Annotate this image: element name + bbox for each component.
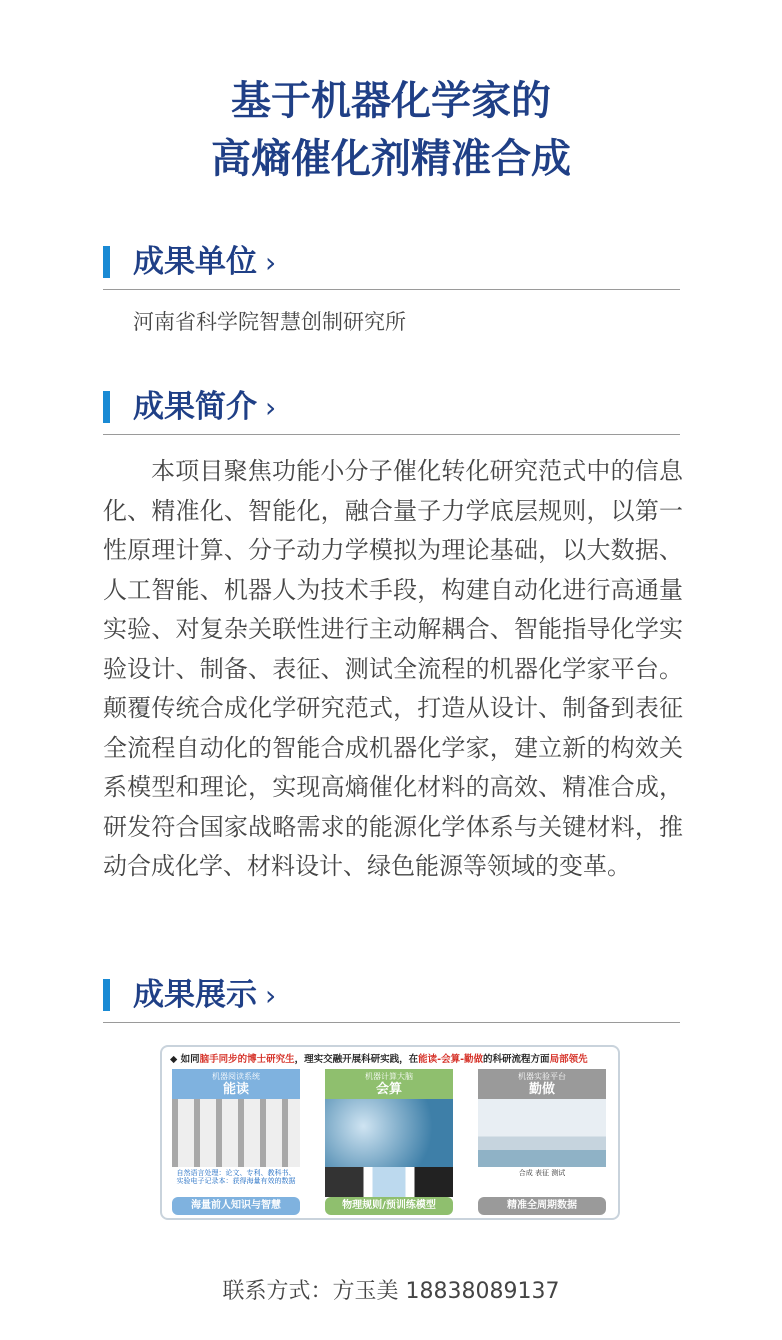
papers-image <box>172 1099 300 1167</box>
chevron-right-icon: › <box>265 979 277 1012</box>
summary-text: 本项目聚焦功能小分子催化转化研究范式中的信息化、精准化、智能化，融合量子力学底层规则，以第一性原理计算、分子动力学模拟为理论基础，以大数据、人工智能、机器人为技术手段，构建自动化进行高通量实验、对复杂关联性进行主动解耦合、智能指导化学实验设计、制备、表征、测试全流程的机器化学家平台。颠覆传统合成化学研究范式，打造从设计、制备到表征全流程自动化的智能合成机器化学家，建立新的构效关系模型和理论，实现高熵催化材料的高效、精准合成，研发符合国家战略需求的能源化学体系与关键材料，推动合成化学、材料设计、绿色能源等领域的变革。 <box>103 457 683 880</box>
accent-bar <box>103 391 110 423</box>
computing-images <box>325 1167 453 1197</box>
chevron-right-icon: › <box>265 246 277 279</box>
column-title: 会算 <box>375 1082 402 1097</box>
column-description: 合成 表征 测试 <box>518 1169 566 1177</box>
title-line-1: 基于机器化学家的 <box>231 78 551 124</box>
section-header-unit <box>103 240 680 290</box>
column-footer: 海量前人知识与智慧 <box>172 1197 300 1215</box>
unit-name: 河南省科学院智慧创制研究所 <box>133 310 406 334</box>
computing-column <box>325 1069 453 1215</box>
lab-image <box>478 1099 606 1167</box>
contact-info: 联系方式：方玉美 18838089137 <box>222 1279 560 1304</box>
figure-caption: ◆ 如同脑手同步的博士研究生，理实交融开展科研实践，在能读-会算-勤做的科研流程方面局部领先 <box>170 1054 588 1065</box>
reading-column <box>172 1069 300 1215</box>
chevron-right-icon: › <box>265 391 277 424</box>
section-header-summary <box>103 385 680 435</box>
section-heading: 成果简介 <box>133 389 257 425</box>
accent-bar <box>103 979 110 1011</box>
accent-bar <box>103 246 110 278</box>
column-title: 勤做 <box>528 1082 555 1097</box>
section-header-showcase <box>103 973 680 1023</box>
column-footer: 精准全周期数据 <box>478 1197 606 1215</box>
page-title <box>0 72 782 188</box>
system-label: 机器阅读系统 <box>212 1072 260 1081</box>
section-heading: 成果单位 <box>133 244 257 280</box>
showcase-figure <box>160 1045 620 1220</box>
column-footer: 物理规则/预训练模型 <box>325 1197 453 1215</box>
column-title: 能读 <box>222 1082 249 1097</box>
column-description: 自然语言处理：论文、专利、教科书、实验电子记录本：获得海量有效的数据 <box>176 1169 296 1185</box>
system-label: 机器实验平台 <box>518 1072 566 1081</box>
lab-column <box>478 1069 606 1215</box>
network-image <box>325 1099 453 1167</box>
section-heading: 成果展示 <box>133 977 257 1013</box>
system-label: 机器计算大脑 <box>365 1072 413 1081</box>
title-line-2: 高熵催化剂精准合成 <box>211 136 571 182</box>
